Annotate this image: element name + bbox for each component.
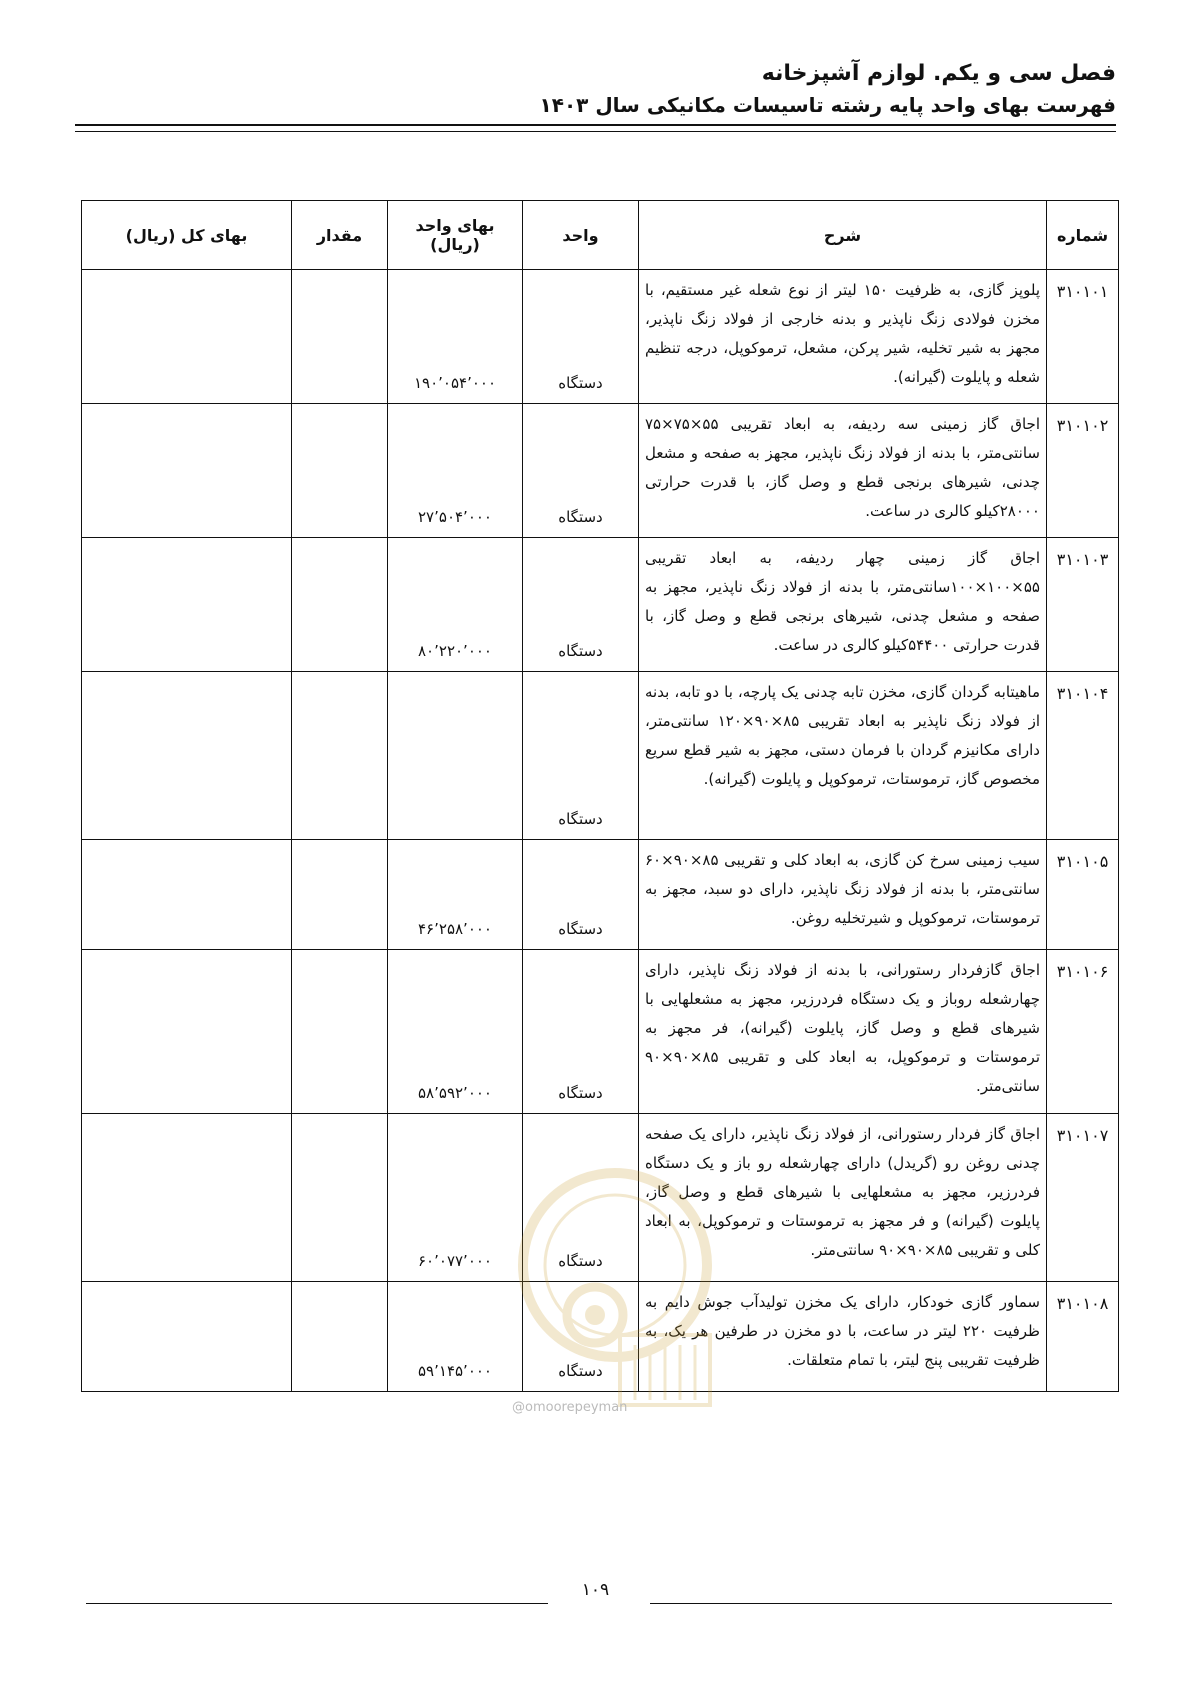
item-total-price bbox=[82, 270, 292, 404]
item-total-price bbox=[82, 672, 292, 840]
item-total-price bbox=[82, 950, 292, 1114]
column-header-unit-price: بهای واحد (ریال) bbox=[388, 201, 523, 270]
item-unit-price: ۵۸٬۵۹۲٬۰۰۰ bbox=[388, 950, 523, 1114]
price-list-title: فهرست بهای واحد پایه رشته تاسیسات مکانیکی سال ۱۴۰۳ bbox=[539, 93, 1116, 117]
item-unit: دستگاه bbox=[523, 270, 639, 404]
item-total-price bbox=[82, 538, 292, 672]
table-row bbox=[82, 270, 1119, 404]
page-number: ۱۰۹ bbox=[581, 1580, 610, 1600]
item-unit-price: ۴۶٬۲۵۸٬۰۰۰ bbox=[388, 840, 523, 950]
item-total-price bbox=[82, 1282, 292, 1392]
table-row bbox=[82, 1282, 1119, 1392]
item-code: ۳۱۰۱۰۲ bbox=[1047, 404, 1119, 538]
item-unit: دستگاه bbox=[523, 840, 639, 950]
item-description: سیب زمینی سرخ کن گازی، به ابعاد کلی و تقریبی ۸۵×۹۰×۶۰ سانتی‌متر، با بدنه از فولاد زنگ ناپذیر، دارای دو سبد، مجهز به ترموستات، ترموکوپل و شیرتخلیه روغن. bbox=[639, 840, 1047, 950]
item-quantity bbox=[292, 270, 388, 404]
item-quantity bbox=[292, 538, 388, 672]
table-row bbox=[82, 1114, 1119, 1282]
item-description: پلوپز گازی، به ظرفیت ۱۵۰ لیتر از نوع شعله غیر مستقیم، با مخزن فولادی زنگ ناپذیر و بدنه خارجی از فولاد زنگ ناپذیر، مجهز به شیر تخلیه، شیر پرکن، مشعل، ترموکوپل، درجه تنظیم شعله و پایلوت (گیرانه). bbox=[639, 270, 1047, 404]
item-description: ماهیتابه گردان گازی، مخزن تابه چدنی یک پارچه، با دو تابه، بدنه از فولاد زنگ ناپذیر به ابعاد تقریبی ۸۵×۹۰×۱۲۰ سانتی‌متر، دارای مکانیزم گردان با فرمان دستی، مجهز به شیر قطع سریع مخصوص گاز، ترموستات، ترموکوپل و پایلوت (گیرانه). bbox=[639, 672, 1047, 840]
item-total-price bbox=[82, 840, 292, 950]
item-unit: دستگاه bbox=[523, 950, 639, 1114]
item-unit-price: ۵۹٬۱۴۵٬۰۰۰ bbox=[388, 1282, 523, 1392]
item-description: اجاق گاز فردار رستورانی، از فولاد زنگ ناپذیر، دارای یک صفحه چدنی روغن رو (گریدل) دارای چهارشعله رو باز و یک دستگاه فردرزیر، مجهز به مشعلهایی با شیرهای قطع و وصل گاز، پایلوت (گیرانه) و فر مجهز به ترموستات و ترموکوپل، به ابعاد کلی و تقریبی ۸۵×۹۰×۹۰ سانتی‌متر. bbox=[639, 1114, 1047, 1282]
item-unit-price: ۱۹۰٬۰۵۴٬۰۰۰ bbox=[388, 270, 523, 404]
item-code: ۳۱۰۱۰۳ bbox=[1047, 538, 1119, 672]
table-row bbox=[82, 404, 1119, 538]
table-row bbox=[82, 950, 1119, 1114]
table-row bbox=[82, 840, 1119, 950]
item-code: ۳۱۰۱۰۶ bbox=[1047, 950, 1119, 1114]
item-unit: دستگاه bbox=[523, 1282, 639, 1392]
item-description: اجاق گاز زمینی سه ردیفه، به ابعاد تقریبی ۵۵×۷۵×۷۵ سانتی‌متر، با بدنه از فولاد زنگ ناپذیر، مجهز به صفحه و مشعل چدنی، شیرهای برنجی قطع و وصل گاز، با قدرت حرارتی ۲۸۰۰۰کیلو کالری در ساعت. bbox=[639, 404, 1047, 538]
item-unit: دستگاه bbox=[523, 672, 639, 840]
price-table bbox=[81, 200, 1119, 1392]
item-quantity bbox=[292, 404, 388, 538]
item-quantity bbox=[292, 950, 388, 1114]
item-description: اجاق گاز زمینی چهار ردیفه، به ابعاد تقریبی ۵۵×۱۰۰×۱۰۰سانتی‌متر، با بدنه از فولاد زنگ ناپذیر، مجهز به صفحه و مشعل چدنی، شیرهای برنجی قطع و وصل گاز، با قدرت حرارتی ۵۴۴۰۰کیلو کالری در ساعت. bbox=[639, 538, 1047, 672]
item-description: سماور گازی خودکار، دارای یک مخزن تولیدآب جوش دایم به ظرفیت ۲۲۰ لیتر در ساعت، با دو مخزن در طرفین هر یک، به ظرفیت تقریبی پنج لیتر، با تمام متعلقات. bbox=[639, 1282, 1047, 1392]
item-total-price bbox=[82, 404, 292, 538]
table-row bbox=[82, 538, 1119, 672]
footer-line-left bbox=[86, 1603, 548, 1604]
watermark-text: @omoorepeyman bbox=[512, 1400, 628, 1415]
table-row bbox=[82, 672, 1119, 840]
item-total-price bbox=[82, 1114, 292, 1282]
item-unit-price: ۸۰٬۲۲۰٬۰۰۰ bbox=[388, 538, 523, 672]
item-unit: دستگاه bbox=[523, 1114, 639, 1282]
footer-line-right bbox=[650, 1603, 1112, 1604]
item-code: ۳۱۰۱۰۵ bbox=[1047, 840, 1119, 950]
item-unit: دستگاه bbox=[523, 538, 639, 672]
item-code: ۳۱۰۱۰۷ bbox=[1047, 1114, 1119, 1282]
item-unit-price: ۶۰٬۰۷۷٬۰۰۰ bbox=[388, 1114, 523, 1282]
column-header-code: شماره bbox=[1047, 201, 1119, 270]
item-quantity bbox=[292, 1114, 388, 1282]
table-header-row bbox=[82, 201, 1119, 270]
column-header-description: شرح bbox=[639, 201, 1047, 270]
column-header-quantity: مقدار bbox=[292, 201, 388, 270]
header-divider-thick bbox=[75, 124, 1116, 126]
item-unit-price bbox=[388, 672, 523, 840]
column-header-unit: واحد bbox=[523, 201, 639, 270]
header-divider-thin bbox=[75, 131, 1116, 132]
item-quantity bbox=[292, 840, 388, 950]
item-unit-price: ۲۷٬۵۰۴٬۰۰۰ bbox=[388, 404, 523, 538]
item-code: ۳۱۰۱۰۴ bbox=[1047, 672, 1119, 840]
column-header-total-price: بهای کل (ریال) bbox=[82, 201, 292, 270]
item-quantity bbox=[292, 672, 388, 840]
item-code: ۳۱۰۱۰۸ bbox=[1047, 1282, 1119, 1392]
item-unit: دستگاه bbox=[523, 404, 639, 538]
item-quantity bbox=[292, 1282, 388, 1392]
item-description: اجاق گازفردار رستورانی، با بدنه از فولاد زنگ ناپذیر، دارای چهارشعله روباز و یک دستگاه فردرزیر، مجهز به مشعلهایی با شیرهای قطع و وصل گاز، پایلوت (گیرانه)، فر مجهز به ترموستات و ترموکوپل، به ابعاد کلی و تقریبی ۸۵×۹۰×۹۰ سانتی‌متر. bbox=[639, 950, 1047, 1114]
chapter-title: فصل سی و یکم. لوازم آشپزخانه bbox=[761, 61, 1116, 86]
page-header bbox=[540, 58, 1116, 120]
item-code: ۳۱۰۱۰۱ bbox=[1047, 270, 1119, 404]
